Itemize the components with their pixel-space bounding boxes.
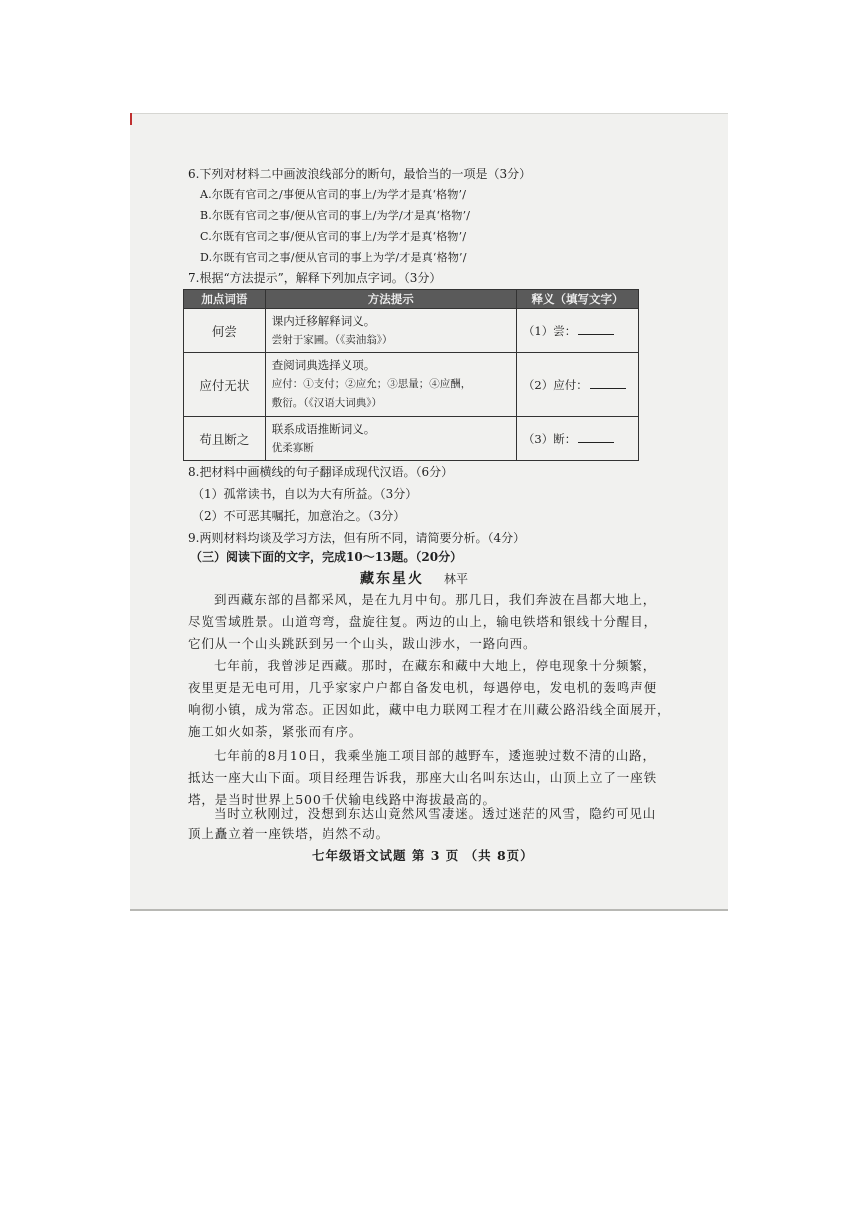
hint-line: 尝射于家圃。（《卖油翁》）: [271, 333, 393, 346]
meaning-label: （3）断：: [522, 431, 577, 446]
table-cell-meaning: [516, 417, 638, 461]
q8-item-1: （1）孤常读书，自以为大有所益。（3分）: [192, 487, 418, 501]
table-cell-hint: [265, 309, 516, 353]
article-line: 抵达一座大山下面。项目经理告诉我，那座大山名叫东达山，山顶上立了一座铁: [188, 770, 658, 785]
table-row: [184, 417, 639, 461]
article-line: 尽览雪域胜景。山道弯弯，盘旋往复。两边的山上，输电铁塔和银线十分醒目，: [188, 614, 658, 629]
meaning-label: （2）应付：: [522, 377, 588, 392]
article-line: 它们从一个山头跳跃到另一个山头，跋山涉水，一路向西。: [188, 636, 537, 651]
hint-line: 查阅词典选择义项。: [271, 358, 376, 372]
table-cell-hint: [265, 353, 516, 417]
table-cell-hint: [265, 417, 516, 461]
q6-stem: 6.下列对材料二中画波浪线部分的断句，最恰当的一项是（3分）: [188, 167, 532, 181]
hint-line: 联系成语推断词义。: [271, 421, 376, 436]
q6-option-d: D.尔既有官司之事/便从官司的事上为学/才是真‘格物’/: [200, 251, 467, 264]
table-header-hint: 方法提示: [265, 290, 516, 309]
article-line: 七年前的8月10日，我乘坐施工项目部的越野车，逶迤驶过数不清的山路，: [214, 748, 656, 763]
table-row: [184, 309, 639, 353]
article-line: 塔，是当时世界上500千伏输电线路中海拔最高的。: [188, 792, 496, 807]
answer-blank[interactable]: [578, 432, 614, 443]
q6-option-b: B.尔既有官司之事/便从官司的事上/为学/才是真‘格物’/: [200, 209, 471, 222]
hint-line: 敷衍。（《汉语大词典》）: [271, 397, 382, 409]
q6-option-a: A.尔既有官司之/事便从官司的事上/为学才是真‘格物’/: [200, 188, 467, 201]
scan-edge-mark: [130, 113, 132, 125]
table-row: [184, 353, 639, 417]
table-cell-meaning: [516, 309, 638, 353]
article-author: 林平: [444, 572, 469, 586]
page-footer: 七年级语文试题 第 3 页 （共 8页）: [312, 848, 534, 863]
table-header-row: [184, 290, 639, 309]
article-line: 当时立秋刚过，没想到东达山竟然风雪凄迷。透过迷茫的风雪，隐约可见山: [214, 806, 657, 821]
q8-stem: 8.把材料中画横线的句子翻译成现代汉语。（6分）: [188, 465, 454, 479]
table-header-meaning: 释义（填写文字）: [516, 290, 638, 309]
hint-line: 应付：①支付；②应允；③思量；④应酬，: [271, 378, 472, 390]
article-line: 七年前，我曾涉足西藏。那时，在藏东和藏中大地上，停电现象十分频繁，: [214, 658, 657, 673]
answer-blank[interactable]: [590, 378, 626, 389]
hint-line: 优柔寡断: [271, 441, 314, 454]
table-cell-meaning: [516, 353, 638, 417]
article-title: 藏东星火: [360, 571, 424, 587]
meaning-label: （1）尝：: [522, 323, 577, 338]
q7-stem: 7.根据“方法提示”，解释下列加点字词。（3分）: [188, 271, 442, 285]
q8-item-2: （2）不可恶其嘱托，加意治之。（3分）: [192, 509, 406, 523]
hint-line: 课内迁移解释词义。: [271, 313, 376, 328]
table-header-word: 加点词语: [184, 290, 266, 309]
article-line: 夜里更是无电可用，几乎家家户户都自备发电机，每遇停电，发电机的轰鸣声便: [188, 680, 658, 695]
article-line: 响彻小镇，成为常态。正因如此，藏中电力联网工程才在川藏公路沿线全面展开，: [188, 702, 671, 717]
answer-blank[interactable]: [578, 324, 614, 335]
method-table: [183, 289, 639, 461]
article-line: 顶上矗立着一座铁塔，岿然不动。: [188, 826, 390, 841]
table-cell-word: 何尝: [184, 309, 266, 353]
article-line: 到西藏东部的昌都采风，是在九月中旬。那几日，我们奔波在昌都大地上，: [214, 592, 657, 607]
table-cell-word: 应付无状: [184, 353, 266, 417]
q6-option-c: C.尔既有官司之事/便从官司的事上/为学才是真‘格物’/: [200, 230, 467, 243]
table-cell-word: 苟且断之: [184, 417, 266, 461]
article-line: 施工如火如荼，紧张而有序。: [188, 724, 363, 739]
section-heading: （三）阅读下面的文字，完成10～13题。（20分）: [190, 550, 463, 564]
q9-stem: 9.两则材料均谈及学习方法，但有所不同，请简要分析。（4分）: [188, 531, 526, 545]
